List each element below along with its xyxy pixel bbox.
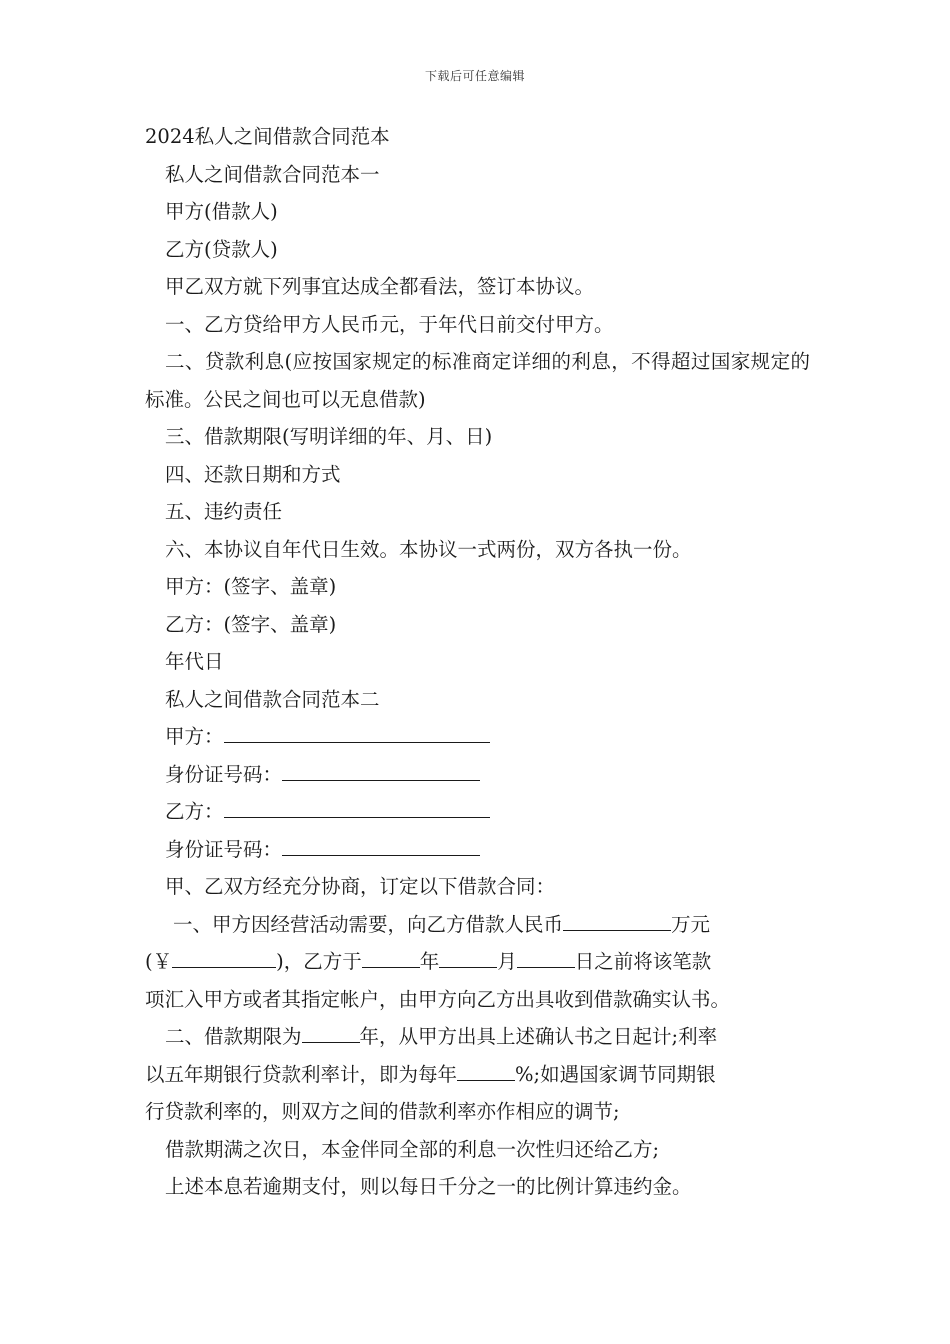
template2-party-a-row — [145, 718, 810, 756]
year-blank — [362, 945, 420, 968]
template1-sign-a: 甲方：(签字、盖章) — [165, 575, 337, 598]
document-title: 2024私人之间借款合同范本 — [145, 125, 390, 148]
template2-clause-2-line-3: 行贷款利率的，则双方之间的借款利率亦作相应的调节; — [145, 1100, 620, 1123]
template2-heading: 私人之间借款合同范本二 — [165, 687, 380, 711]
party-b-label: 乙方： — [165, 800, 224, 823]
clause1-text-d: )，乙方于 — [276, 950, 362, 973]
interest-rate-blank — [457, 1058, 515, 1081]
party-a-label: 甲方： — [165, 725, 224, 748]
template2-clause-2-line-1 — [145, 1018, 810, 1056]
month-blank — [439, 945, 497, 968]
party-b-id-label: 身份证号码： — [165, 837, 283, 861]
template1-party-b: 乙方(贷款人) — [165, 237, 278, 261]
template2-clause-3: 借款期满之次日，本金伴同全部的利息一次性归还给乙方; — [165, 1137, 660, 1161]
clause1-text-f: 月 — [497, 950, 517, 973]
clause2-text-d: %;如遇国家调节同期银 — [515, 1062, 716, 1086]
template1-clause-3: 三、借款期限(写明详细的年、月、日) — [165, 425, 493, 448]
template2-party-b-id-row — [145, 831, 810, 869]
template2-clause-1-line-2 — [145, 943, 810, 981]
template2-clause-1-line-1 — [145, 906, 810, 944]
template1-clause-1: 一、乙方贷给甲方人民币元，于年代日前交付甲方。 — [165, 312, 614, 336]
party-a-blank — [224, 720, 490, 743]
template2-clause-2-line-2 — [145, 1056, 810, 1094]
document-body — [145, 118, 810, 1206]
yen-amount-blank — [172, 945, 276, 968]
template1-intro: 甲乙双方就下列事宜达成全都看法，签订本协议。 — [165, 275, 595, 298]
template1-clause-4: 四、还款日期和方式 — [165, 462, 341, 486]
party-a-id-blank — [282, 758, 480, 781]
template1-date: 年代日 — [165, 650, 224, 673]
template1-clause-6: 六、本协议自年代日生效。本协议一式两份，双方各执一份。 — [165, 537, 692, 561]
template1-clause-5: 五、违约责任 — [165, 500, 283, 523]
clause1-text-g: 日之前将该笔款 — [574, 950, 712, 973]
clause2-text-b: 年，从甲方出具上述确认书之日起计;利率 — [359, 1025, 718, 1048]
clause2-text-c: 以五年期银行贷款利率计，即为每年 — [145, 1062, 458, 1086]
clause1-text-b: 万元 — [671, 912, 711, 936]
clause2-text-a: 二、借款期限为 — [165, 1025, 302, 1048]
party-b-id-blank — [282, 833, 480, 856]
clause1-text-e: 年 — [419, 950, 440, 973]
party-b-blank — [224, 795, 490, 818]
template2-clause-1-line-3: 项汇入甲方或者其指定帐户，由甲方向乙方出具收到借款确实认书。 — [145, 987, 731, 1011]
day-blank — [517, 945, 575, 968]
template1-heading: 私人之间借款合同范本一 — [165, 162, 380, 186]
clause1-text-c: (￥ — [145, 950, 173, 973]
template1-clause-2: 二、贷款利息(应按国家规定的标准商定详细的利息，不得超过国家规定的标准。公民之间也可以无息借款) — [145, 350, 810, 411]
page-header-note: 下载后可任意编辑 — [424, 69, 525, 83]
template2-party-a-id-row — [145, 756, 810, 794]
loan-amount-blank — [563, 908, 671, 931]
template1-party-a: 甲方(借款人) — [165, 200, 278, 223]
template2-intro: 甲、乙双方经充分协商，订定以下借款合同： — [165, 875, 556, 898]
template2-party-b-row — [145, 793, 810, 831]
clause1-text-a: 一、甲方因经营活动需要，向乙方借款人民币 — [173, 912, 564, 936]
term-years-blank — [302, 1020, 360, 1043]
party-a-id-label: 身份证号码： — [165, 762, 283, 786]
template1-sign-b: 乙方：(签字、盖章) — [165, 612, 337, 636]
template2-clause-4: 上述本息若逾期支付，则以每日千分之一的比例计算违约金。 — [165, 1175, 692, 1198]
